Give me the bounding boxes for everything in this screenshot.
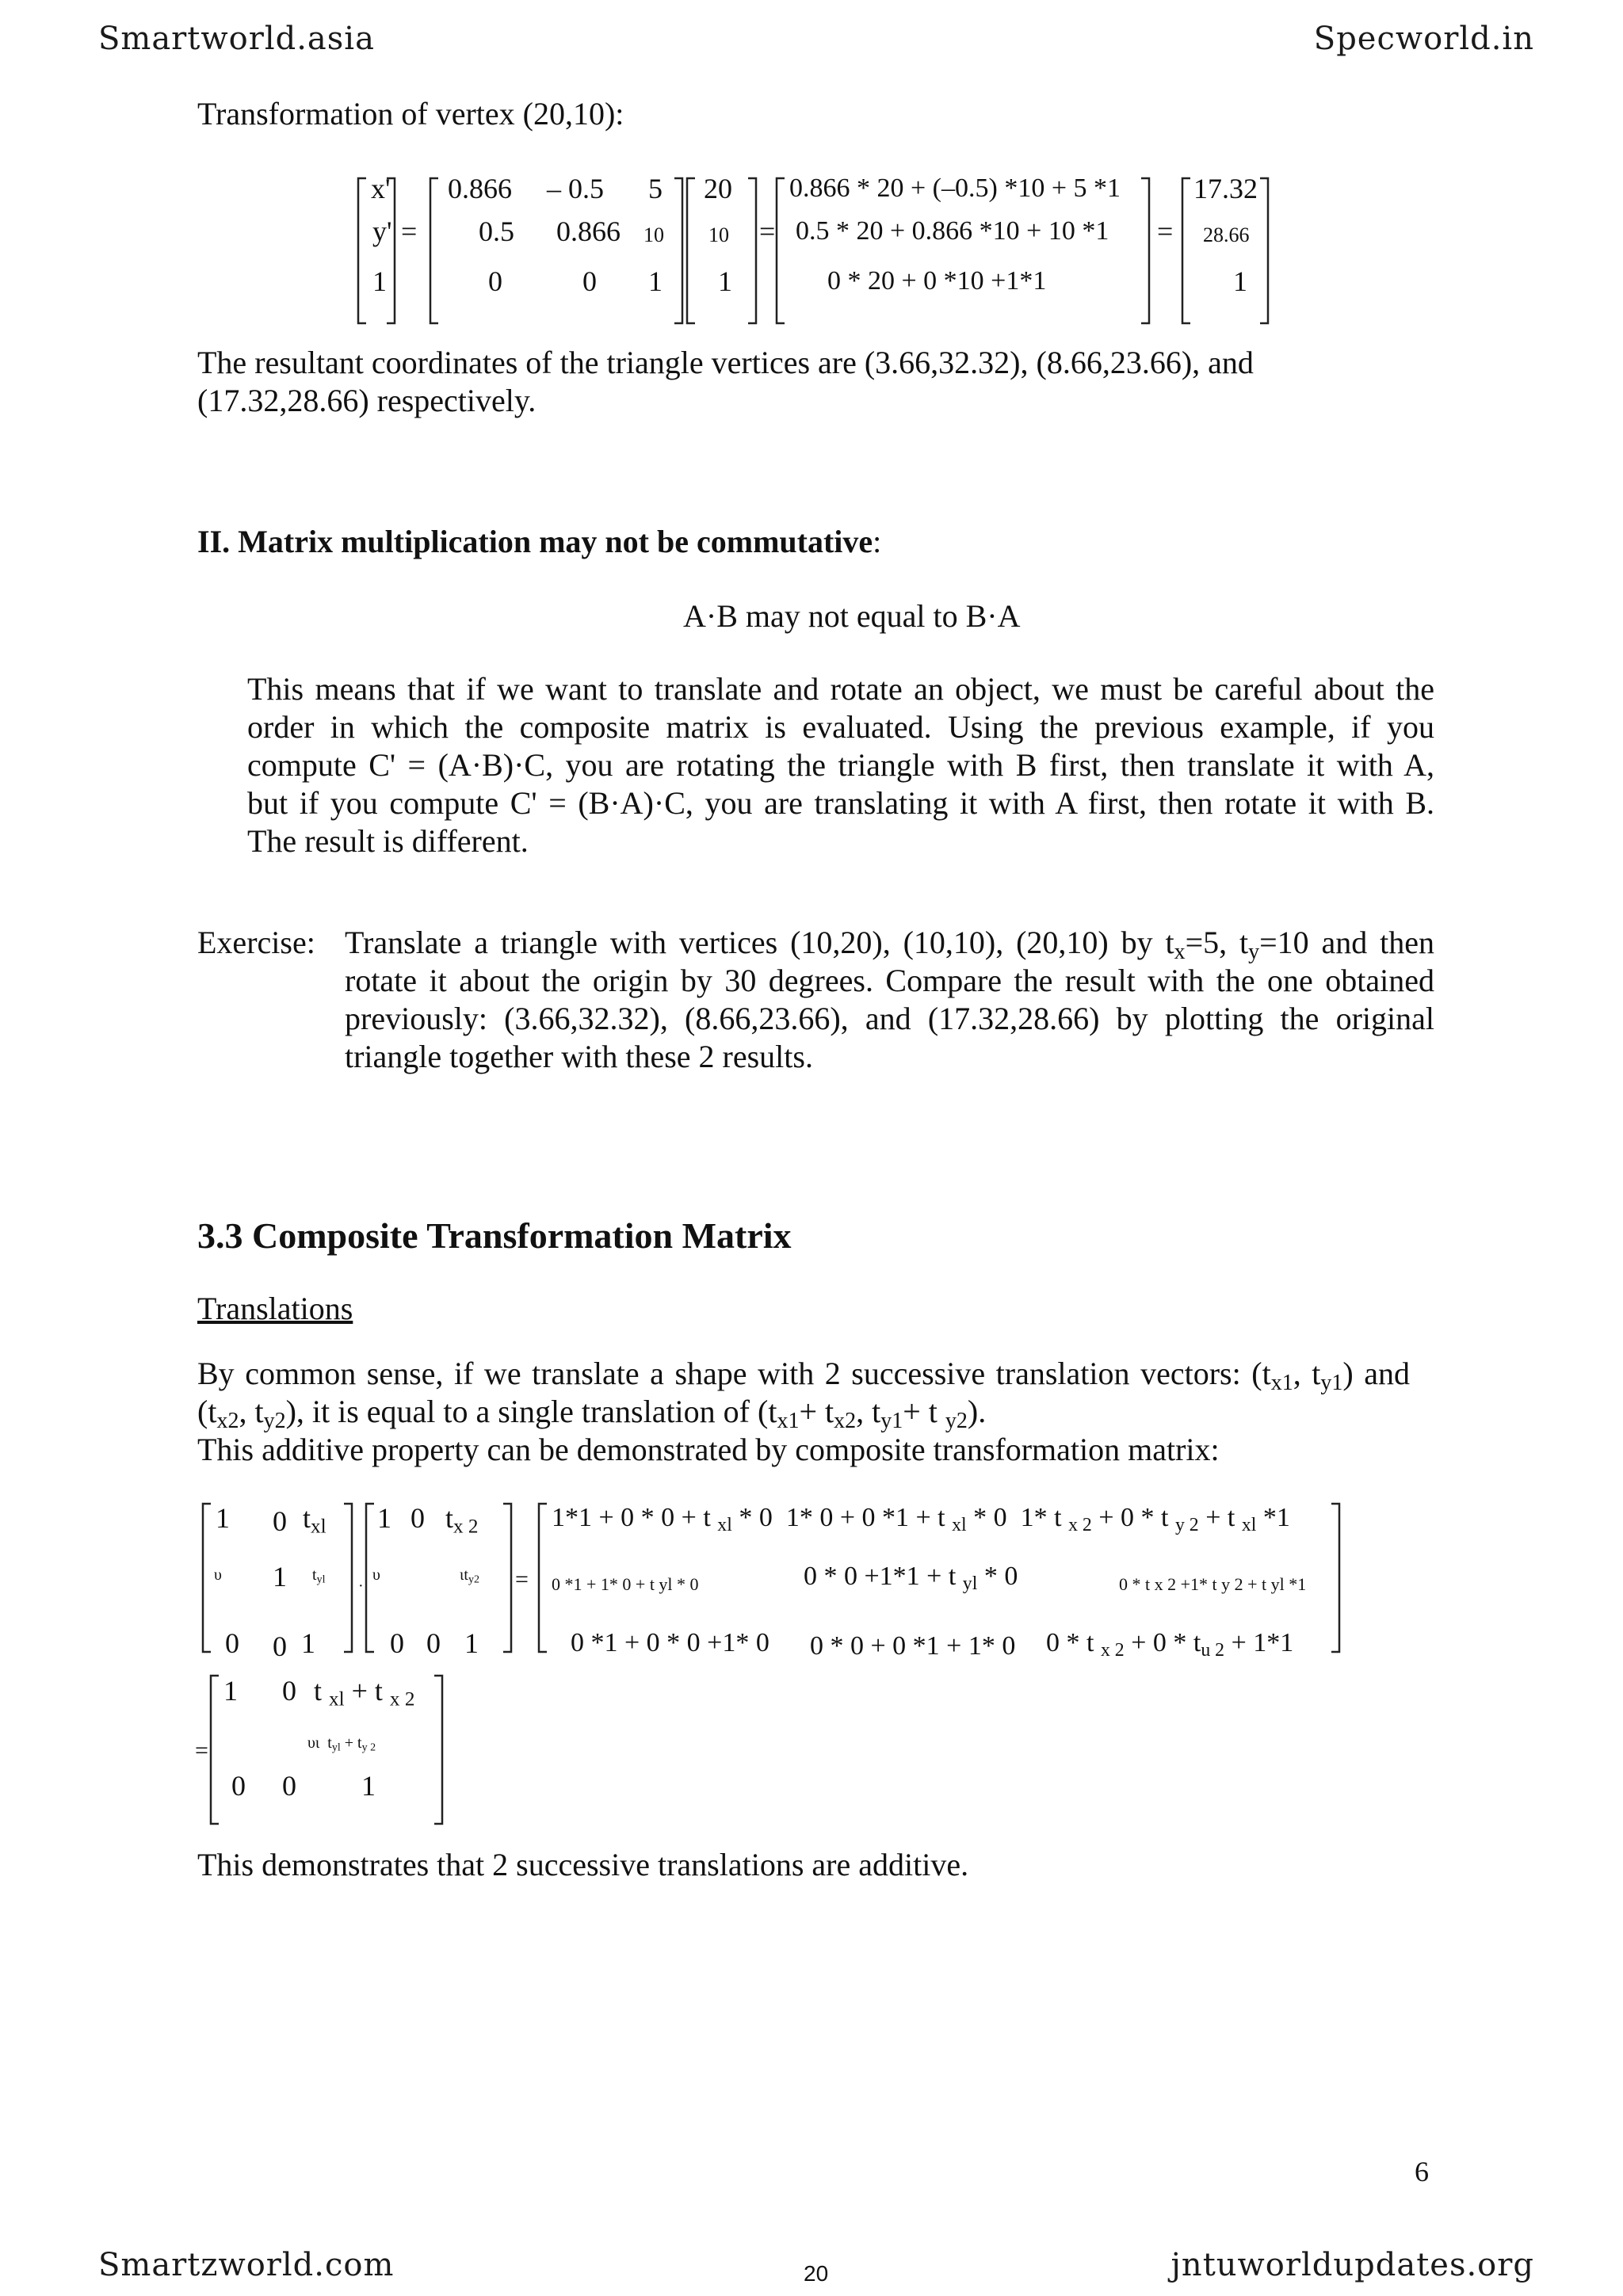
product-r3c2: 0 * 0 + 0 *1 + 1* 0: [810, 1631, 1016, 1661]
rot-r3c3: 1: [648, 265, 663, 297]
equals-sign: =: [401, 215, 418, 247]
lhs-y: y': [372, 215, 392, 247]
header-right-site: Specworld.in: [1313, 21, 1534, 57]
rot-r1c2: – 0.5: [547, 173, 604, 204]
product-r1: 1*1 + 0 * 0 + t $_{xl}$ * 0 1* 0 + 0 *1 + t $_{xl}$ * 0 1* t $_{x 2}$ + 0 * t $_{y 2}$ + t $_{xl}$ *1: [552, 1503, 1290, 1535]
result-r1: 17.32: [1193, 173, 1258, 204]
rot-r2c1: 0.5: [479, 215, 514, 247]
b-r1c2: 0: [411, 1502, 425, 1534]
res-r3c2: 0: [282, 1770, 296, 1802]
vec-r1: 20: [704, 173, 732, 204]
product-r2c3: 0 * t x 2 +1* t y 2 + t yl *1: [1119, 1574, 1307, 1594]
a-r2-dot: ·: [358, 1577, 364, 1595]
product-r2c2: 0 * 0 +1*1 + t $_{yl}$ * 0: [804, 1562, 1018, 1594]
rot-r3c2: 0: [582, 265, 597, 297]
resultant-line-1: The resultant coordinates of the triangle vertices are (3.66,32.32), (8.66,23.66), and: [197, 345, 1254, 380]
equals-sign-3: =: [1157, 215, 1174, 247]
footer-left-site: Smartzworld.com: [98, 2247, 395, 2283]
section-ii-number: II.: [197, 524, 231, 559]
para-line: order in which the composite matrix is evaluated. Using the previous example, if you: [247, 709, 1434, 745]
section-ii-colon: :: [873, 524, 882, 559]
a-r1c2: 0: [273, 1505, 287, 1537]
translations-subheading: Translations: [197, 1291, 353, 1326]
composite-equals: =: [515, 1566, 529, 1592]
noncommutative-equation: A·B may not equal to B·A: [683, 598, 1021, 634]
product-r3c1: 0 *1 + 0 * 0 +1* 0: [571, 1628, 769, 1657]
resultant-line-2: (17.32,28.66) respectively.: [197, 383, 537, 418]
rot-r3c1: 0: [488, 265, 502, 297]
section-3-3-title: 3.3 Composite Transformation Matrix: [197, 1215, 792, 1256]
page-number: 6: [1415, 2156, 1429, 2187]
rot-r2c2: 0.866: [556, 215, 621, 247]
a-r3c3: 1: [301, 1627, 315, 1659]
expr-r2: 0.5 * 20 + 0.866 *10 + 10 *1: [796, 216, 1109, 246]
b-r1c1: 1: [377, 1502, 391, 1534]
vec-r2: 10: [708, 223, 729, 246]
b-r3c2: 0: [426, 1627, 441, 1659]
a-r2-glyph: υ: [214, 1566, 222, 1584]
res-r2: υι $t_{yl} + t_{y 2}$: [307, 1734, 376, 1754]
b-r3c3: 1: [464, 1627, 479, 1659]
footer-center-number: 20: [804, 2261, 829, 2286]
conclusion-sentence: This demonstrates that 2 successive translations are additive.: [197, 1847, 969, 1882]
a-r3c1: 0: [225, 1627, 239, 1659]
para-line: compute C' = (A·B)·C, you are rotating the triangle with B first, then translate it with A,: [247, 747, 1434, 783]
a-r3c2: 0: [273, 1630, 287, 1662]
expr-r1: 0.866 * 20 + (–0.5) *10 + 5 *1: [789, 174, 1121, 203]
section-ii-title: Matrix multiplication may not be commutative: [238, 524, 873, 559]
exercise-line: Translate a triangle with vertices (10,20), (10,10), (20,10) by $t_x=5$, $t_y=10$ and then: [345, 925, 1434, 964]
product-r2c1: 0 *1 + 1* 0 + t yl * 0: [552, 1574, 699, 1594]
result-equals: =: [195, 1737, 208, 1764]
footer-right-site: jntuworldupdates.org: [1170, 2247, 1534, 2283]
lhs-1: 1: [372, 265, 387, 297]
result-r3: 1: [1233, 265, 1247, 297]
res-r1c1: 1: [223, 1675, 238, 1707]
translations-line: ($t_{x2}$, $t_{y2}$), it is equal to a single translation of ($t_{x1}+ t_{x2}$, $t_{y1}+ t$ $_{y2}$).: [197, 1394, 987, 1433]
rot-r2c3: 10: [643, 223, 664, 246]
res-r1c2: 0: [282, 1675, 296, 1707]
header-left-site: Smartworld.asia: [98, 21, 375, 57]
a-r2c2: 1: [273, 1561, 287, 1592]
rot-r1c1: 0.866: [448, 173, 512, 204]
vec-r3: 1: [718, 265, 732, 297]
equals-sign-2: =: [759, 215, 776, 247]
b-r3c1: 0: [390, 1627, 404, 1659]
exercise-line: triangle together with these 2 results.: [345, 1039, 813, 1074]
a-r1c3: $t_{xl}$: [303, 1502, 327, 1538]
exercise-label: Exercise:: [197, 925, 315, 960]
a-r2c3: $t_{yl}$: [312, 1566, 326, 1586]
res-r1c3: t $_{xl}$ + t $_{x 2}$: [314, 1675, 415, 1711]
expr-r3: 0 * 20 + 0 *10 +1*1: [827, 266, 1047, 296]
product-r3c3: 0 * t $_{x 2} + 0 * t_{u 2} + 1*1$: [1046, 1628, 1294, 1661]
lhs-x: x': [371, 173, 391, 204]
exercise-line: previously: (3.66,32.32), (8.66,23.66), and (17.32,28.66) by plotting the original: [345, 1001, 1434, 1036]
b-r1c3: $t_{x 2}$: [445, 1502, 479, 1538]
exercise-line: rotate it about the origin by 30 degrees. Compare the result with the one obtained: [345, 963, 1434, 998]
res-r3c3: 1: [361, 1770, 376, 1802]
vertex-transform-title: Transformation of vertex (20,10):: [197, 96, 624, 132]
a-r1c1: 1: [216, 1502, 230, 1534]
result-r2: 28.66: [1203, 223, 1250, 246]
rot-r1c3: 5: [648, 173, 663, 204]
b-r2c3: $\iota t_{y2}$: [460, 1566, 479, 1586]
translations-line: By common sense, if we translate a shape with 2 successive translation vectors: ($t_{x1}$, $t_{y1}$) and: [197, 1356, 1410, 1395]
res-r3c1: 0: [231, 1770, 246, 1802]
b-r2-glyph: υ: [372, 1566, 380, 1584]
translations-line: This additive property can be demonstrated by composite transformation matrix:: [197, 1432, 1220, 1467]
para-line: The result is different.: [247, 823, 529, 859]
para-line: This means that if we want to translate and rotate an object, we must be careful about the: [247, 671, 1434, 707]
para-line: but if you compute C' = (B·A)·C, you are translating it with A first, then rotate it with B.: [247, 785, 1434, 821]
